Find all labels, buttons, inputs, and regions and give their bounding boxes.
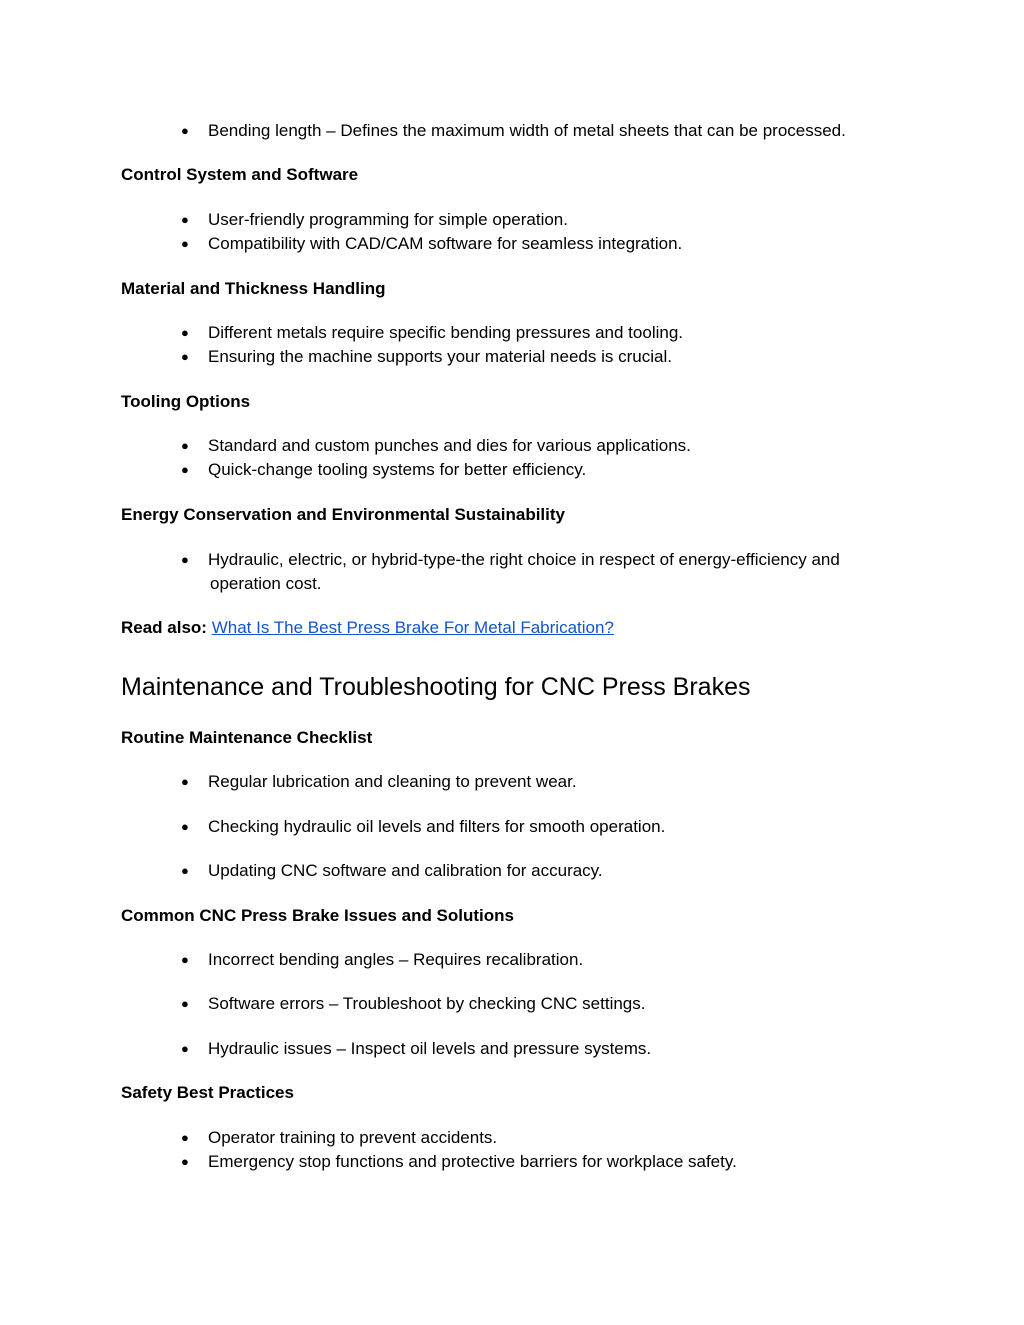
list-item: Quick-change tooling systems for better efficiency. <box>208 460 587 479</box>
bullet-icon: ● <box>181 552 189 567</box>
section-heading-control: Control System and Software <box>121 165 359 184</box>
section-title-maintenance: Maintenance and Troubleshooting for CNC Press Brakes <box>121 673 751 701</box>
section-heading-routine: Routine Maintenance Checklist <box>121 728 373 747</box>
bullet-icon: ● <box>181 123 189 138</box>
list-item: Ensuring the machine supports your material needs is crucial. <box>208 347 672 366</box>
bullet-icon: ● <box>181 952 189 967</box>
bullet-icon: ● <box>181 996 189 1011</box>
list-item: Updating CNC software and calibration for accuracy. <box>208 861 603 880</box>
list-item: Software errors – Troubleshoot by checking CNC settings. <box>208 994 646 1013</box>
list-item: Hydraulic, electric, or hybrid-type-the right choice in respect of energy-efficiency and <box>208 550 840 569</box>
list-item: Hydraulic issues – Inspect oil levels and pressure systems. <box>208 1039 652 1058</box>
list-item: Regular lubrication and cleaning to prevent wear. <box>208 772 577 791</box>
bullet-icon: ● <box>181 819 189 834</box>
bullet-icon: ● <box>181 863 189 878</box>
list-item: User-friendly programming for simple operation. <box>208 210 568 229</box>
section-heading-material: Material and Thickness Handling <box>121 279 386 298</box>
bullet-icon: ● <box>181 1041 189 1056</box>
list-item: Checking hydraulic oil levels and filters for smooth operation. <box>208 817 666 836</box>
bullet-icon: ● <box>181 1154 189 1169</box>
bullet-icon: ● <box>181 349 189 364</box>
bullet-icon: ● <box>181 212 189 227</box>
bullet-icon: ● <box>181 774 189 789</box>
bullet-icon: ● <box>181 236 189 251</box>
read-also <box>121 616 614 640</box>
list-item: Incorrect bending angles – Requires recalibration. <box>208 950 584 969</box>
section-heading-tooling: Tooling Options <box>121 392 251 411</box>
bullet-icon: ● <box>181 1130 189 1145</box>
section-heading-safety: Safety Best Practices <box>121 1083 294 1102</box>
section-heading-issues: Common CNC Press Brake Issues and Solutions <box>121 906 514 925</box>
list-item: Emergency stop functions and protective barriers for workplace safety. <box>208 1152 737 1171</box>
bullet-icon: ● <box>181 325 189 340</box>
list-item: Compatibility with CAD/CAM software for seamless integration. <box>208 234 683 253</box>
list-item: Operator training to prevent accidents. <box>208 1128 498 1147</box>
bullet-icon: ● <box>181 438 189 453</box>
read-also-label: Read also: <box>121 618 207 637</box>
section-heading-energy: Energy Conservation and Environmental Sustainability <box>121 505 565 524</box>
list-item-continuation: operation cost. <box>210 574 322 593</box>
list-item: Bending length – Defines the maximum width of metal sheets that can be processed. <box>208 121 846 140</box>
bullet-icon: ● <box>181 462 189 477</box>
read-also-link[interactable]: What Is The Best Press Brake For Metal Fabrication? <box>211 618 614 637</box>
list-item: Different metals require specific bending pressures and tooling. <box>208 323 684 342</box>
list-item: Standard and custom punches and dies for various applications. <box>208 436 691 455</box>
